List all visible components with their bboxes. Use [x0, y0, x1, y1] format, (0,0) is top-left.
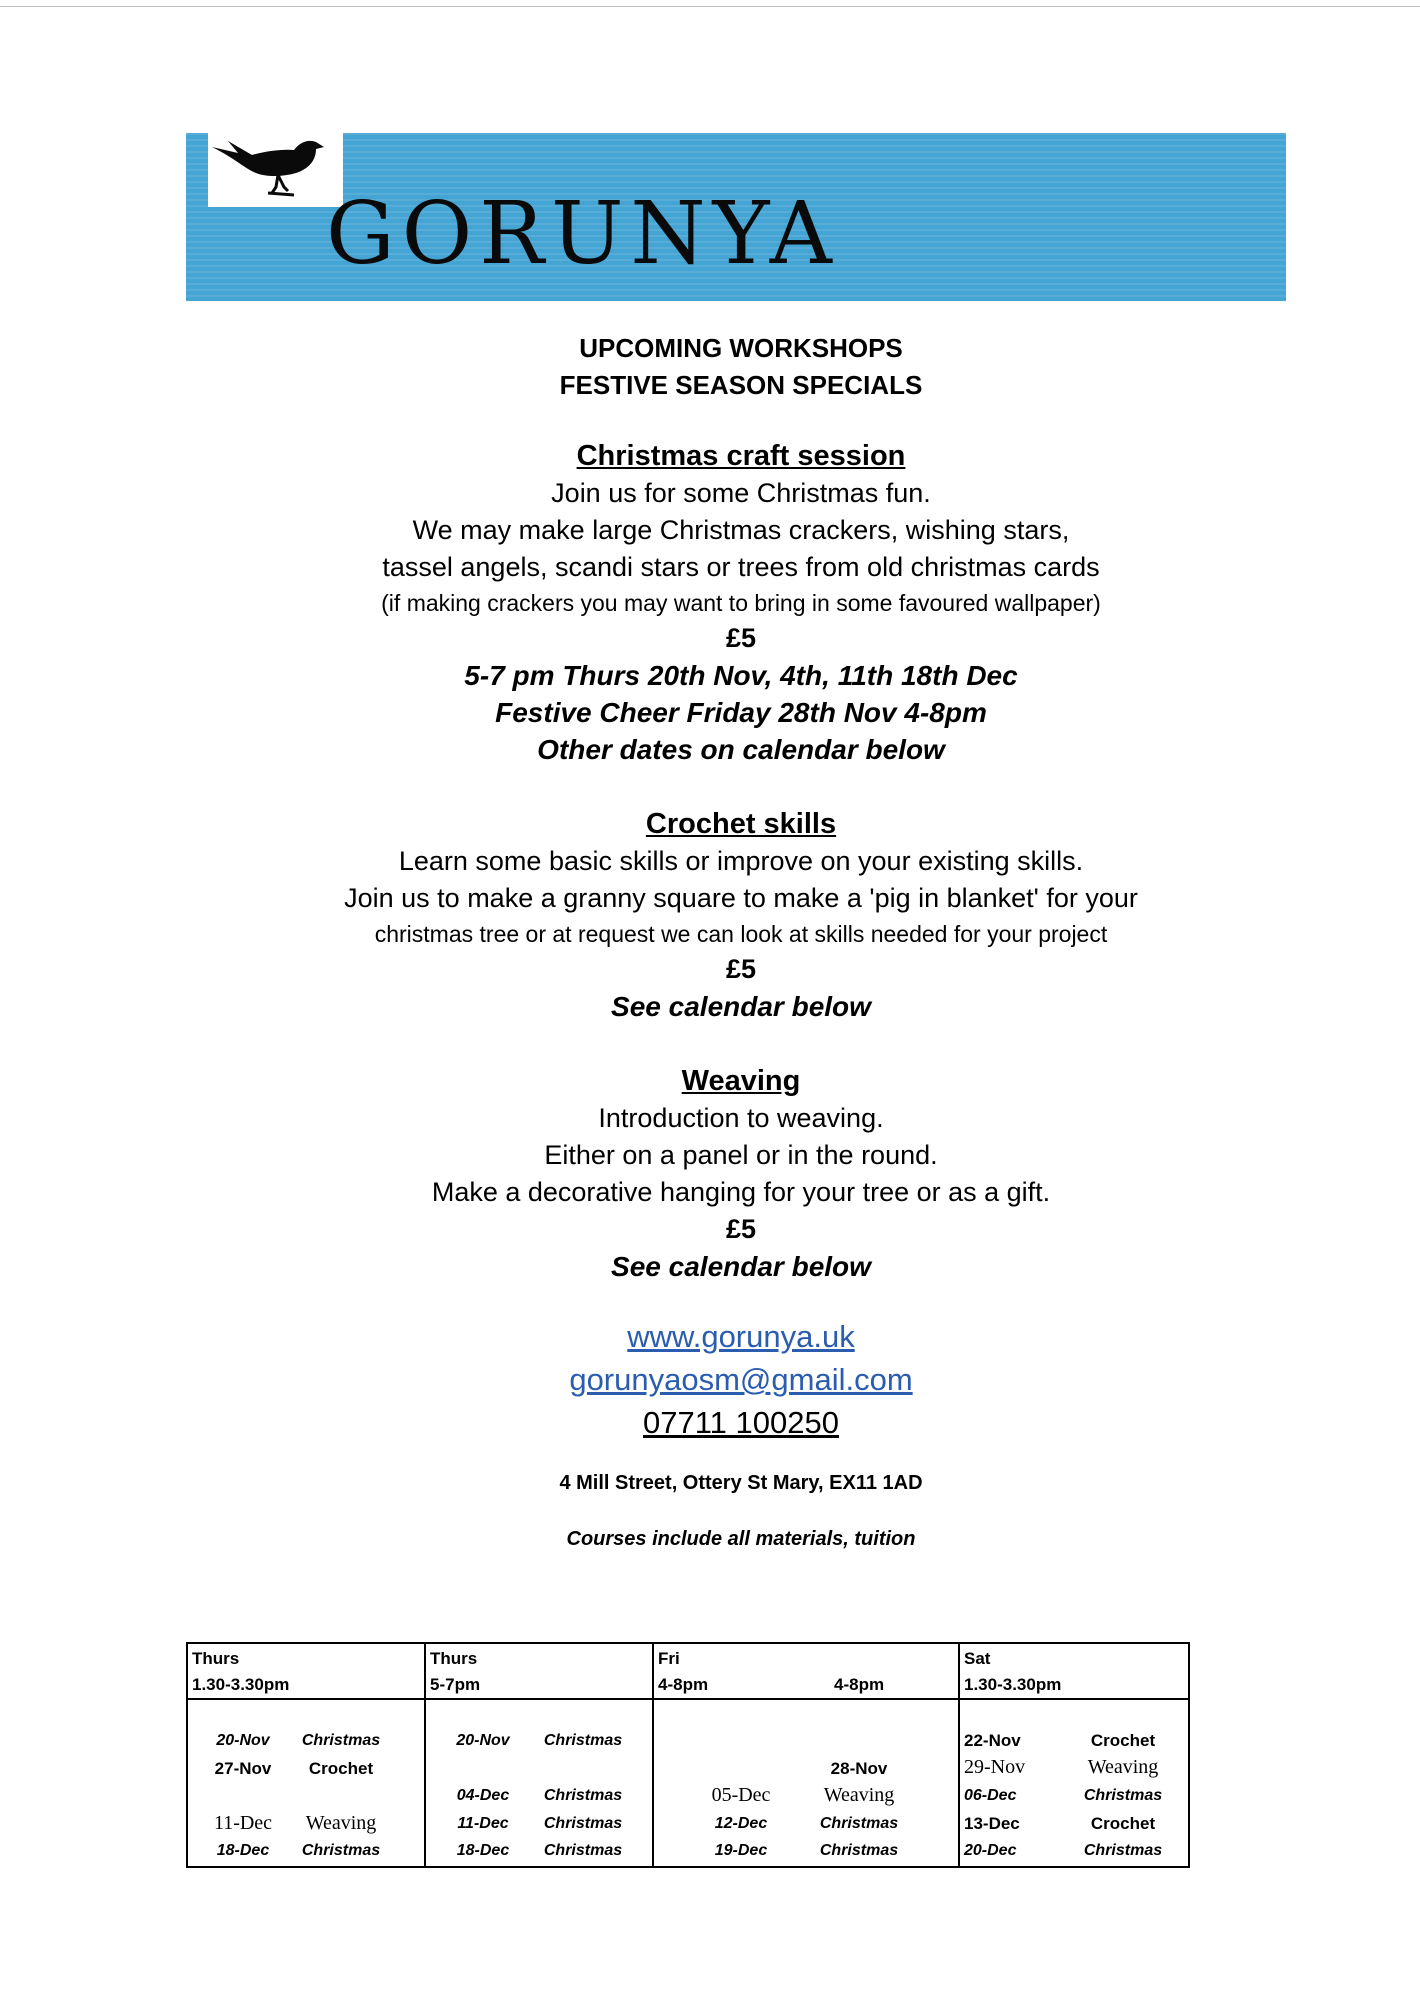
col3-time: 4-8pm [658, 1675, 709, 1694]
cal-c2-r3-event: Christmas [543, 1815, 623, 1832]
cal-c1-r1-date: 20-Nov [216, 1732, 270, 1749]
cal-c2-r4-date: 18-Dec [456, 1842, 510, 1859]
headline-line-2: FESTIVE SEASON SPECIALS [559, 370, 923, 400]
crochet-line-2: Join us to make a granny square to make a 'pig in blanket' for your [344, 883, 1138, 913]
christmas-note: (if making crackers you may want to bring in some favoured wallpaper) [381, 590, 1101, 616]
col4-day: Sat [964, 1649, 991, 1668]
christmas-heading: Christmas craft session [576, 440, 906, 472]
cal-c1-r4-date: 18-Dec [216, 1842, 270, 1859]
cal-c1-r3-event: Weaving [305, 1812, 377, 1834]
cal-c4-r4-date: 13-Dec [964, 1814, 1020, 1833]
crochet-heading: Crochet skills [645, 808, 837, 840]
christmas-dates-2: Festive Cheer Friday 28th Nov 4-8pm [495, 697, 987, 728]
cal-c1-r2-event: Crochet [308, 1759, 374, 1778]
cal-c4-r2-date: 29-Nov [964, 1756, 1026, 1778]
cal-c2-r1-date: 20-Nov [456, 1732, 510, 1749]
brand-banner [186, 133, 1286, 301]
courses-note: Courses include all materials, tuition [566, 1528, 916, 1550]
christmas-line-1: Join us for some Christmas fun. [551, 478, 931, 508]
cal-c4-r3-date: 06-Dec [964, 1787, 1017, 1804]
col2-time: 5-7pm [430, 1675, 481, 1694]
cal-c2-r3-date: 11-Dec [457, 1815, 509, 1832]
cal-c1-r4-event: Christmas [301, 1842, 381, 1859]
crochet-line-3: christmas tree or at request we can look at skills needed for your project [374, 921, 1108, 947]
christmas-line-3: tassel angels, scandi stars or trees from old christmas cards [382, 552, 1100, 582]
cal-c3-r2-event: Weaving [823, 1784, 895, 1806]
logo [208, 133, 343, 207]
cal-c3-r3-date: 12-Dec [714, 1815, 768, 1832]
weaving-line-1: Introduction to weaving. [598, 1103, 884, 1133]
weaving-line-2: Either on a panel or in the round. [544, 1140, 938, 1170]
weaving-heading: Weaving [681, 1065, 801, 1097]
christmas-dates-3: Other dates on calendar below [537, 734, 945, 765]
cal-c4-r1-event: Crochet [1090, 1731, 1156, 1750]
christmas-price: £5 [725, 623, 757, 653]
weaving-price: £5 [725, 1214, 757, 1244]
cal-c3-r1-date: 28-Nov [830, 1759, 888, 1778]
cal-c1-r3-date: 11-Dec [213, 1812, 273, 1834]
cal-c2-r1-event: Christmas [543, 1732, 623, 1749]
crochet-line-1: Learn some basic skills or improve on your existing skills. [398, 846, 1084, 876]
workshop-calendar [186, 1642, 1190, 1868]
weaving-line-3: Make a decorative hanging for your tree or as a gift. [431, 1177, 1051, 1207]
crochet-see-calendar: See calendar below [611, 991, 871, 1022]
cal-c2-r4-event: Christmas [543, 1842, 623, 1859]
cal-c4-r5-date: 20-Dec [964, 1842, 1017, 1859]
headline-line-1: UPCOMING WORKSHOPS [579, 333, 903, 363]
website-link[interactable]: www.gorunya.uk [627, 1319, 855, 1354]
col4-time: 1.30-3.30pm [964, 1675, 1062, 1694]
address: 4 Mill Street, Ottery St Mary, EX11 1AD [559, 1472, 923, 1494]
cal-c4-r4-event: Crochet [1090, 1814, 1156, 1833]
phone-number[interactable]: 07711 100250 [643, 1405, 839, 1440]
col3-time-2: 4-8pm [834, 1675, 885, 1694]
cal-c2-r2-event: Christmas [543, 1787, 623, 1804]
cal-c2-r2-date: 04-Dec [456, 1787, 510, 1804]
crochet-price: £5 [725, 954, 757, 984]
cal-c3-r2-date: 05-Dec [711, 1784, 771, 1806]
cal-c3-r4-date: 19-Dec [714, 1842, 768, 1859]
col1-time: 1.30-3.30pm [192, 1675, 290, 1694]
col1-day: Thurs [192, 1649, 240, 1668]
cal-c4-r2-event: Weaving [1087, 1756, 1159, 1778]
cal-c4-r1-date: 22-Nov [964, 1731, 1021, 1750]
col2-day: Thurs [430, 1649, 478, 1668]
christmas-line-2: We may make large Christmas crackers, wishing stars, [412, 515, 1070, 545]
email-link[interactable]: gorunyaosm@gmail.com [569, 1362, 913, 1397]
brand-name: GORUNYA [326, 184, 839, 284]
flyer-content [186, 330, 1296, 1552]
cal-c1-r2-date: 27-Nov [214, 1759, 272, 1778]
scan-edge-line [0, 6, 1420, 7]
col3-day: Fri [658, 1649, 680, 1668]
cal-c3-r3-event: Christmas [819, 1815, 899, 1832]
cal-c1-r1-event: Christmas [301, 1732, 381, 1749]
christmas-dates-1: 5-7 pm Thurs 20th Nov, 4th, 11th 18th Dec [464, 660, 1018, 691]
cal-c4-r5-event: Christmas [1083, 1842, 1163, 1859]
cal-c3-r4-event: Christmas [819, 1842, 899, 1859]
cal-c4-r3-event: Christmas [1083, 1787, 1163, 1804]
bird-logo-icon [208, 133, 343, 207]
weaving-see-calendar: See calendar below [611, 1251, 871, 1282]
